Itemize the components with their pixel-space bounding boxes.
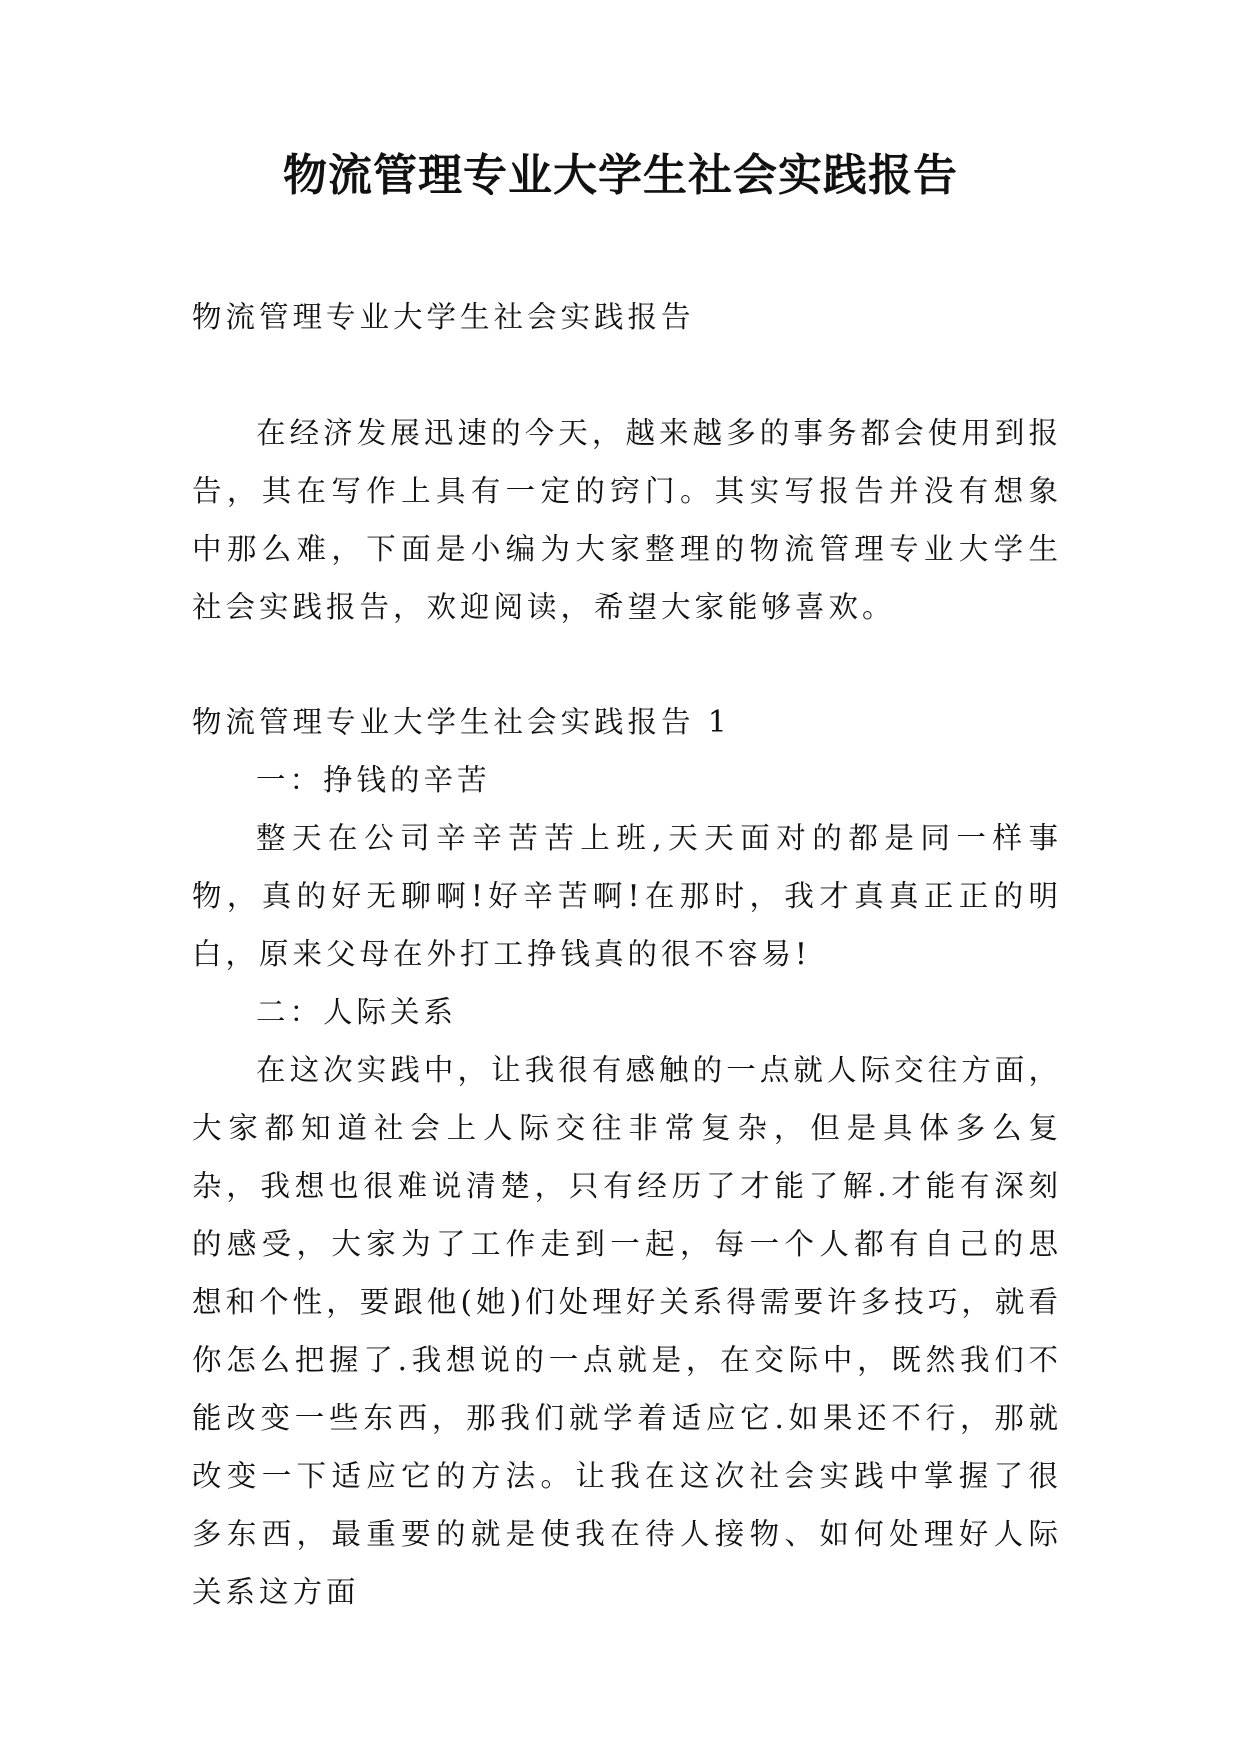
- section-title: 物流管理专业大学生社会实践报告 1: [192, 705, 731, 739]
- section-heading-2: 二：人际关系: [256, 995, 458, 1029]
- section-heading-1: 一：挣钱的辛苦: [256, 763, 491, 797]
- document-subtitle: 物流管理专业大学生社会实践报告: [192, 300, 695, 334]
- section-paragraph-2: 在这次实践中，让我很有感触的一点就人际交往方面，大家都知道社会上人际交往非常复杂，但是具体多么复杂，我想也很难说清楚，只有经历了才能了解.才能有深刻的感受，大家为了工作走到一起，每一个人都有自己的思想和个性，要跟他(她)们处理好关系得需要许多技巧，就看你怎么把握了.我想说的一点就是，在交际中，既然我们不能改变一些东西，那我们就学着适应它.如果还不行，那就改变一下适应它的方法。让我在这次社会实践中掌握了很多东西，最重要的就是使我在待人接物、如何处理好人际关系这方面: [192, 1053, 1062, 1609]
- document-title: 物流管理专业大学生社会实践报告: [283, 150, 958, 201]
- intro-paragraph: 在经济发展迅速的今天，越来越多的事务都会使用到报告，其在写作上具有一定的窍门。其实写报告并没有想象中那么难，下面是小编为大家整理的物流管理专业大学生社会实践报告，欢迎阅读，希望大家能够喜欢。: [192, 416, 1062, 624]
- section-paragraph-1: 整天在公司辛辛苦苦上班,天天面对的都是同一样事物，真的好无聊啊!好辛苦啊!在那时，我才真真正正的明白，原来父母在外打工挣钱真的很不容易!: [192, 821, 1062, 971]
